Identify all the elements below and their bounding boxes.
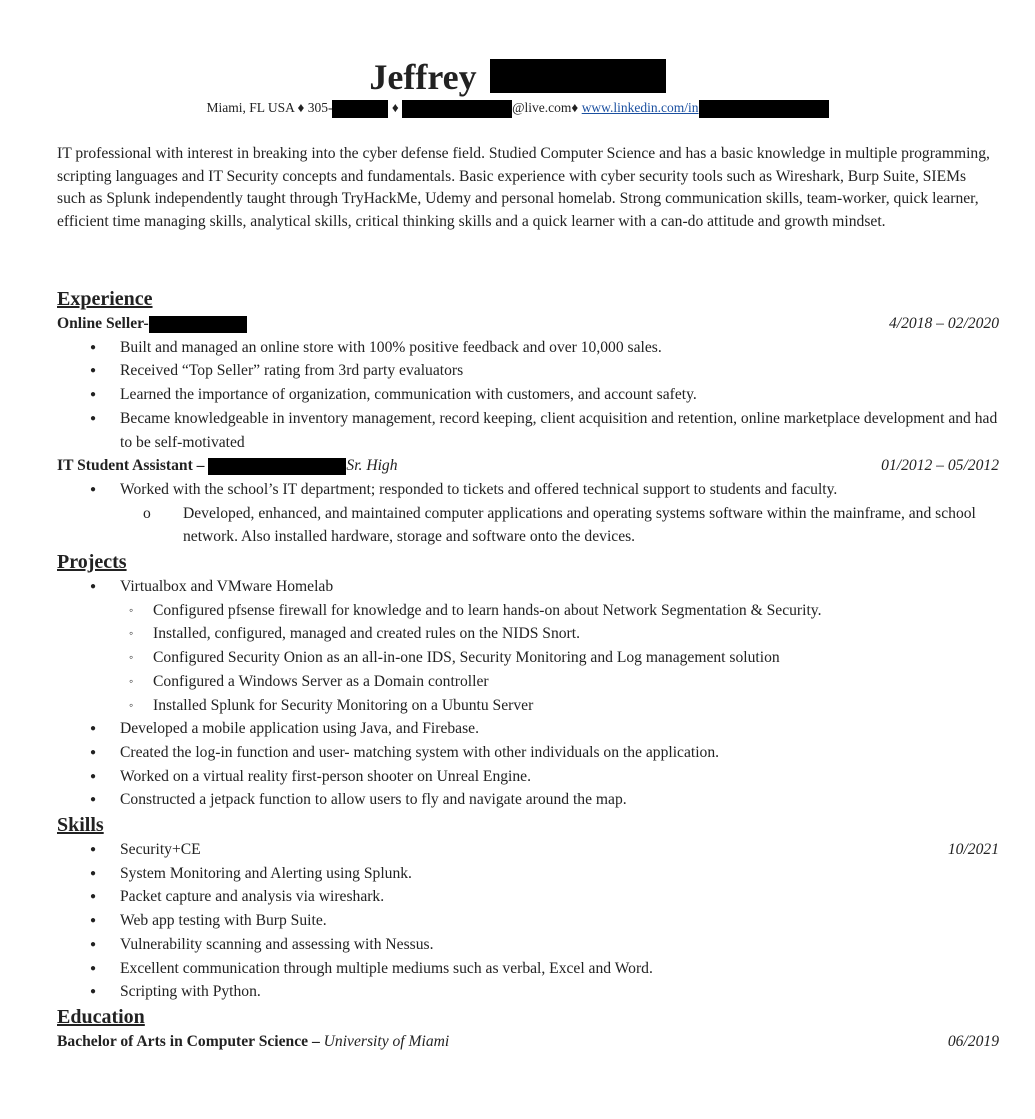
school-suffix: Sr. High (346, 457, 398, 475)
education-section (57, 1004, 999, 1054)
redacted-school (208, 458, 346, 475)
list-item: ● Constructed a jetpack function to allow users to fly and navigate around the map. (57, 788, 999, 812)
sub-list-item: o Developed, enhanced, and maintained computer applications and operating systems software within the mainframe, and school network. Also installed hardware, storage and software onto the devices. (57, 502, 999, 549)
redacted-phone (332, 100, 388, 118)
list-item: ● Built and managed an online store with 100% positive feedback and over 10,000 sales. (57, 336, 999, 360)
list-item: ● Developed a mobile application using Java, and Firebase. (57, 717, 999, 741)
skills-section (57, 812, 999, 1004)
list-item: ● Worked on a virtual reality first-person shooter on Unreal Engine. (57, 765, 999, 789)
list-item: ● Learned the importance of organization, communication with customers, and account safety. (57, 383, 999, 407)
summary: IT professional with interest in breaking into the cyber defense field. Studied Computer Science and has a basic knowledge in multiple programming, scripting languages and IT Security concepts and fundamentals. Basic experience with cyber security tools such as Wireshark, Burp Suite, SIEMs such as Splunk independently taught through TryHackMe, Udemy and personal homelab. Strong communication skills, team-worker, quick learner, efficient time managing skills, analytical skills, critical thinking skills and a quick learner with a can-do attitude and growth mindset. (57, 145, 990, 230)
projects-section (57, 549, 999, 812)
redacted-linkedin (699, 100, 829, 118)
degree: Bachelor of Arts in Computer Science – (57, 1032, 324, 1050)
list-item: ● Vulnerability scanning and assessing with Nessus. (57, 933, 999, 957)
skills-heading: Skills (57, 814, 104, 837)
list-item: ● System Monitoring and Alerting using Splunk. (57, 862, 999, 886)
list-item: ● Web app testing with Burp Suite. (57, 909, 999, 933)
sub-list-item: ◦ Installed, configured, managed and created rules on the NIDS Snort. (57, 622, 999, 646)
job-title: Online Seller- (57, 315, 149, 332)
job-title: IT Student Assistant – (57, 457, 205, 475)
candidate-name (0, 56, 1035, 98)
list-item: ● Worked with the school’s IT department; responded to tickets and offered technical support to students and faculty. (57, 478, 999, 502)
first-name: Jeffrey (369, 57, 477, 97)
experience-heading: Experience (57, 288, 153, 310)
job-header (57, 454, 999, 478)
education-heading: Education (57, 1005, 145, 1028)
contact-line (0, 99, 1035, 118)
linkedin-link[interactable]: www.linkedin.com/in (581, 100, 699, 115)
sub-list-item: ◦ Configured pfsense firewall for knowledge and to learn hands-on about Network Segmentation & Security. (57, 599, 999, 623)
job-header (57, 312, 999, 336)
redacted-company (149, 316, 247, 333)
redacted-email (402, 100, 512, 118)
job-date: 4/2018 – 02/2020 (888, 315, 999, 332)
school: University of Miami (323, 1032, 450, 1050)
graduation-date: 06/2019 (947, 1032, 999, 1050)
list-item (57, 838, 999, 862)
location-phone: Miami, FL USA ♦ 305- (206, 100, 333, 115)
list-item: ● Excellent communication through multiple mediums such as verbal, Excel and Word. (57, 957, 999, 981)
degree-row (57, 1030, 999, 1054)
projects-heading: Projects (57, 551, 127, 574)
skill-date: 10/2021 (947, 841, 999, 859)
list-item: ● Received “Top Seller” rating from 3rd party evaluators (57, 359, 999, 383)
separator: ♦ (388, 100, 403, 115)
sub-list-item: ◦ Configured a Windows Server as a Domain controller (57, 670, 999, 694)
job-date: 01/2012 – 05/2012 (881, 457, 999, 475)
skill-text: ● Security+CE (120, 841, 201, 859)
experience-section (57, 286, 999, 549)
sub-list-item: ◦ Installed Splunk for Security Monitoring on a Ubuntu Server (57, 694, 999, 718)
list-item: ● Created the log-in function and user- matching system with other individuals on the application. (57, 741, 999, 765)
sub-list-item: ◦ Configured Security Onion as an all-in-one IDS, Security Monitoring and Log management solution (57, 646, 999, 670)
list-item: ● Scripting with Python. (57, 980, 999, 1004)
redacted-last-name (490, 59, 666, 93)
list-item: ● Virtualbox and VMware Homelab (57, 575, 999, 599)
list-item: ● Packet capture and analysis via wireshark. (57, 885, 999, 909)
email-suffix: @live.com♦ (512, 100, 582, 115)
list-item: ● Became knowledgeable in inventory management, record keeping, client acquisition and retention, online marketplace development and had to be self-motivated (57, 407, 999, 454)
